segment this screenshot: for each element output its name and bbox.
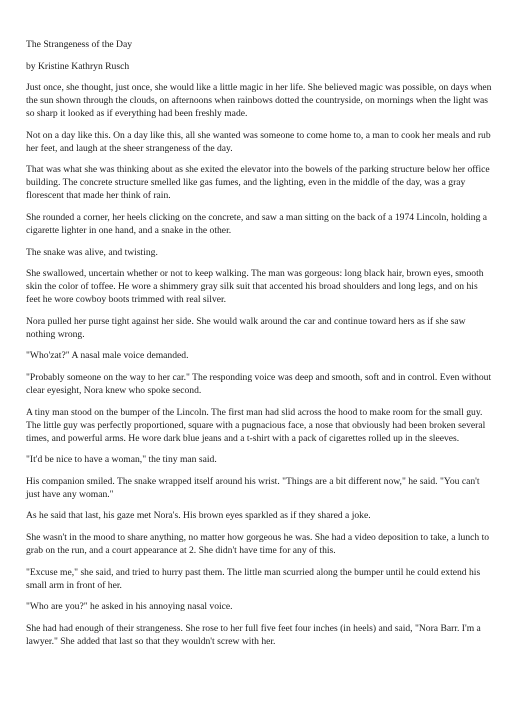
paragraph: His companion smiled. The snake wrapped itself around his wrist. "Things are a bit different now," he said. "You can't just have any woman." <box>26 475 480 500</box>
paragraph: Nora pulled her purse tight against her side. She would walk around the car and continue toward hers as if she saw nothing wrong. <box>26 315 466 340</box>
paragraph: "Who are you?" he asked in his annoying nasal voice. <box>26 601 233 613</box>
paragraph: She rounded a corner, her heels clicking on the concrete, and saw a man sitting on the back of a 1974 Lincoln, holding a cigarette lighter in one hand, and a snake in the other. <box>26 211 488 236</box>
paragraph: Not on a day like this. On a day like this, all she wanted was someone to come home to, a man to cook her meals and rub her feet, and laugh at the sheer strangeness of the day. <box>26 129 491 154</box>
story-byline: by Kristine Kathryn Rusch <box>26 60 130 72</box>
paragraph: That was what she was thinking about as she exited the elevator into the bowels of the parking structure below her office building. The concrete structure smelled like gas fumes, and the lighting, even in the middle of the day, was a gray florescent that made her think of rain. <box>26 164 490 202</box>
paragraph: She wasn't in the mood to share anything, no matter how gorgeous he was. She had a video deposition to take, a lunch to grab on the run, and a court appearance at 2. She didn't have time for any of this. <box>26 531 490 556</box>
paragraph: She swallowed, uncertain whether or not to keep walking. The man was gorgeous: long black hair, brown eyes, smooth skin the color of toffee. He wore a shimmery gray silk suit that accented his broad shoulders and long legs, and on his feet he wore cowboy boots trimmed with real silver. <box>26 268 484 306</box>
paragraph: "Who'zat?" A nasal male voice demanded. <box>26 350 189 362</box>
story-title: The Strangeness of the Day <box>26 39 133 50</box>
paragraph: "Excuse me," she said, and tried to hurry past them. The little man scurried along the bumper until he could extend his small arm in front of her. <box>26 566 481 591</box>
paragraph: Just once, she thought, just once, she would like a little magic in her life. She believed magic was possible, on days when the sun shown through the clouds, on afternoons when rainbows dotted the countryside, on mornings when the light was so sharp it looked as if everything had been freshly made. <box>26 82 492 120</box>
paragraph: The snake was alive, and twisting. <box>26 246 158 258</box>
paragraph: "Probably someone on the way to her car." The responding voice was deep and smooth, soft and in control. Even without clear eyesight, Nora knew who spoke second. <box>26 371 492 396</box>
paragraph: A tiny man stood on the bumper of the Lincoln. The first man had slid across the hood to make room for the small guy. The little guy was perfectly proportioned, square with a pugnacious face, a nose that obviously had been broken several times, and powerful arms. He wore dark blue jeans and a t-shirt with a pack of cigarettes rolled up in the sleeves. <box>26 406 486 444</box>
paragraph: As he said that last, his gaze met Nora's. His brown eyes sparkled as if they shared a joke. <box>26 510 371 522</box>
paragraph: "It'd be nice to have a woman," the tiny man said. <box>26 454 217 466</box>
paragraph: She had had enough of their strangeness. She rose to her full five feet four inches (in heels) and said, "Nora Barr. I'm a lawyer." She added that last so that they wouldn't screw with her. <box>26 622 481 647</box>
